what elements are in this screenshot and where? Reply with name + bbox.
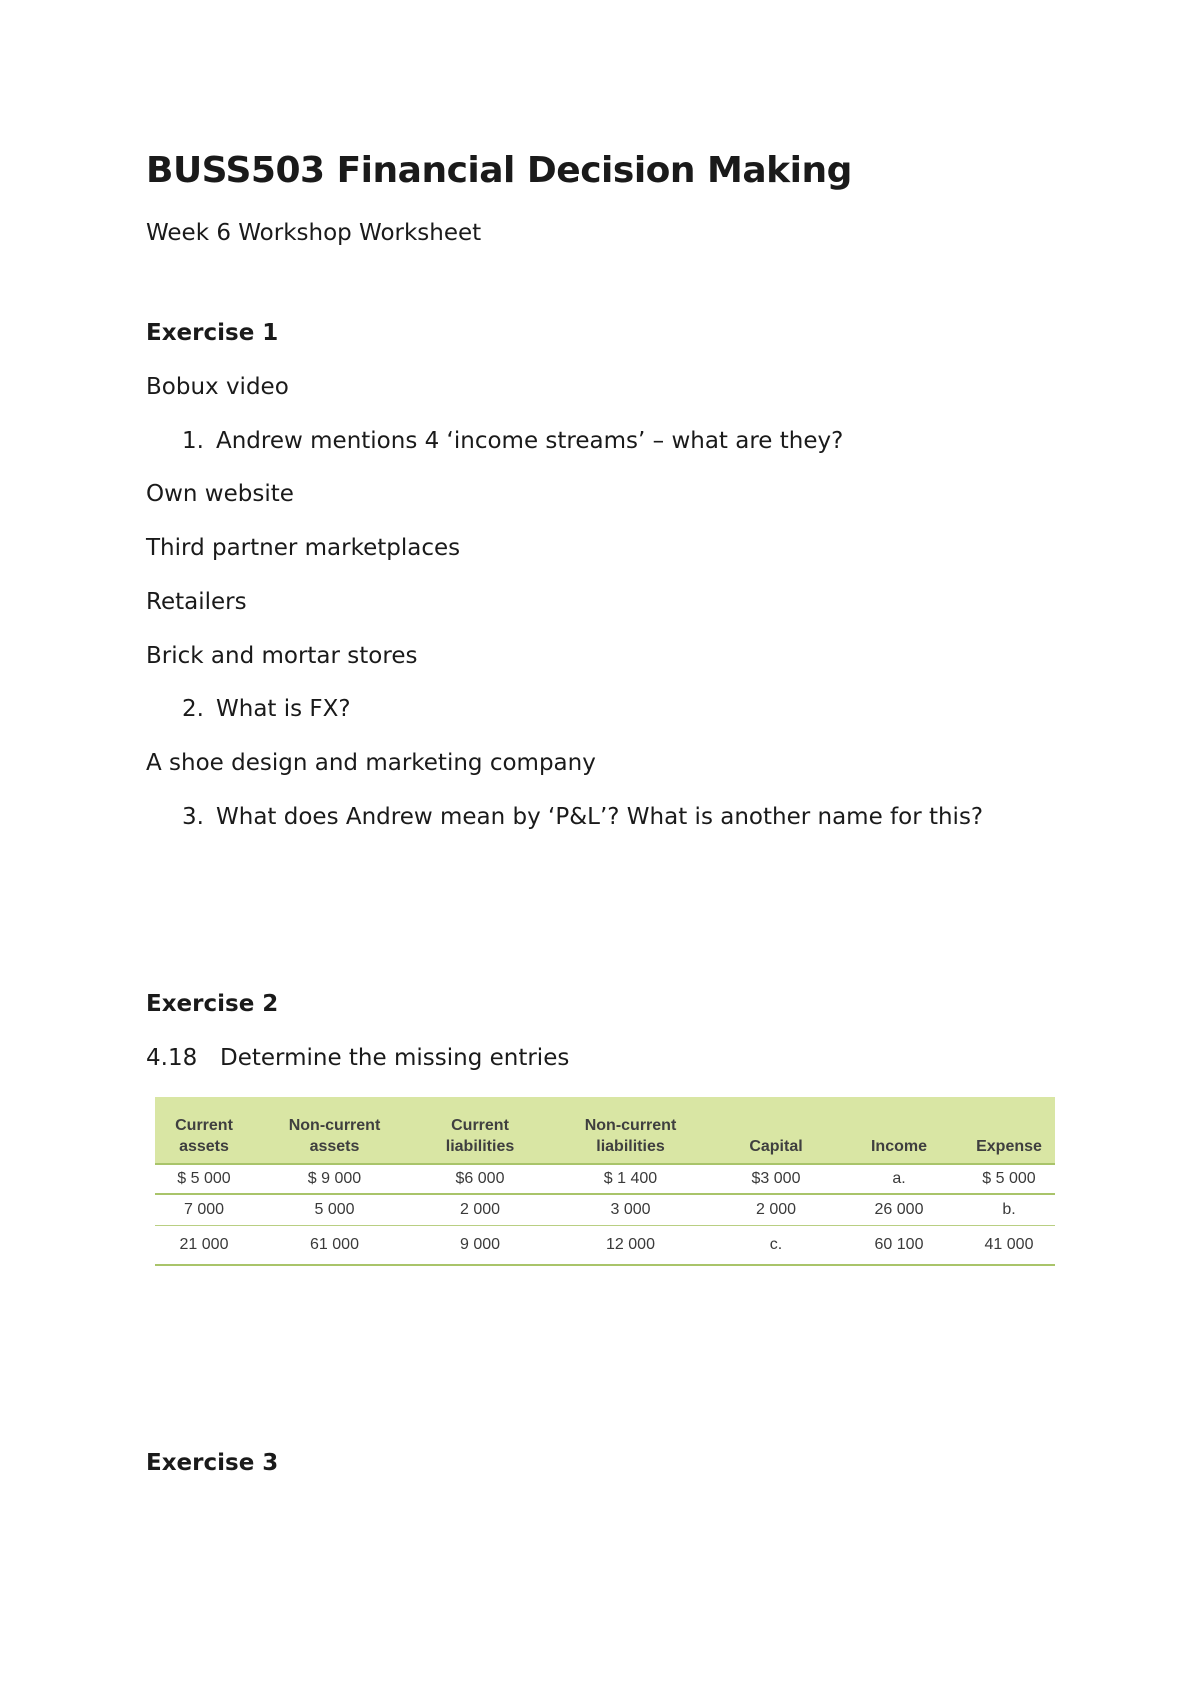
problem-number: 4.18 — [146, 1045, 198, 1071]
exercise-1-intro: Bobux video — [146, 374, 289, 400]
table-row — [155, 1194, 1055, 1226]
question-number: 2. — [182, 696, 204, 722]
table-row — [155, 1226, 1055, 1266]
question-number: 3. — [182, 804, 204, 830]
table-row — [155, 1164, 1055, 1194]
table-cell: 21 000 — [155, 1226, 253, 1266]
question-number: 1. — [182, 428, 204, 454]
problem-statement — [146, 1045, 569, 1071]
question-3 — [182, 804, 983, 830]
question-1 — [182, 428, 843, 454]
problem-text: Determine the missing entries — [220, 1045, 570, 1071]
header-expense: Expense — [963, 1097, 1055, 1164]
table-cell: 2 000 — [416, 1194, 544, 1226]
table-cell: 12 000 — [544, 1226, 717, 1266]
table-cell: 5 000 — [253, 1194, 416, 1226]
question-text: Andrew mentions 4 ‘income streams’ – what are they? — [216, 428, 844, 454]
document-title: BUSS503 Financial Decision Making — [146, 150, 852, 191]
exercise-3-heading: Exercise 3 — [146, 1450, 279, 1476]
table-cell: c. — [717, 1226, 835, 1266]
table-cell: 61 000 — [253, 1226, 416, 1266]
table-cell: 26 000 — [835, 1194, 963, 1226]
answer-item: Own website — [146, 481, 294, 507]
exercise-1-heading: Exercise 1 — [146, 320, 279, 346]
question-text: What does Andrew mean by ‘P&L’? What is another name for this? — [216, 804, 984, 830]
table-cell: $ 5 000 — [963, 1164, 1055, 1194]
header-non-current-liabilities: Non-current liabilities — [544, 1097, 717, 1164]
table-cell: $ 5 000 — [155, 1164, 253, 1194]
answer-item: Retailers — [146, 589, 247, 615]
question-text: What is FX? — [216, 696, 351, 722]
header-current-assets: Current assets — [155, 1097, 253, 1164]
header-capital: Capital — [717, 1097, 835, 1164]
document-subtitle: Week 6 Workshop Worksheet — [146, 220, 482, 246]
table-cell: $6 000 — [416, 1164, 544, 1194]
table-cell: 3 000 — [544, 1194, 717, 1226]
exercise-2-heading: Exercise 2 — [146, 991, 279, 1017]
financial-table — [155, 1097, 1055, 1266]
header-income: Income — [835, 1097, 963, 1164]
table-cell: 7 000 — [155, 1194, 253, 1226]
table-cell: b. — [963, 1194, 1055, 1226]
header-non-current-assets: Non-current assets — [253, 1097, 416, 1164]
header-current-liabilities: Current liabilities — [416, 1097, 544, 1164]
answer-item: Brick and mortar stores — [146, 643, 418, 669]
table-cell: 60 100 — [835, 1226, 963, 1266]
table-cell: 9 000 — [416, 1226, 544, 1266]
table-header-row — [155, 1097, 1055, 1164]
table-cell: a. — [835, 1164, 963, 1194]
table-cell: $ 9 000 — [253, 1164, 416, 1194]
table-cell: $ 1 400 — [544, 1164, 717, 1194]
answer-item: A shoe design and marketing company — [146, 750, 596, 776]
table-cell: 41 000 — [963, 1226, 1055, 1266]
table-cell: $3 000 — [717, 1164, 835, 1194]
table-cell: 2 000 — [717, 1194, 835, 1226]
question-2 — [182, 696, 351, 722]
answer-item: Third partner marketplaces — [146, 535, 461, 561]
